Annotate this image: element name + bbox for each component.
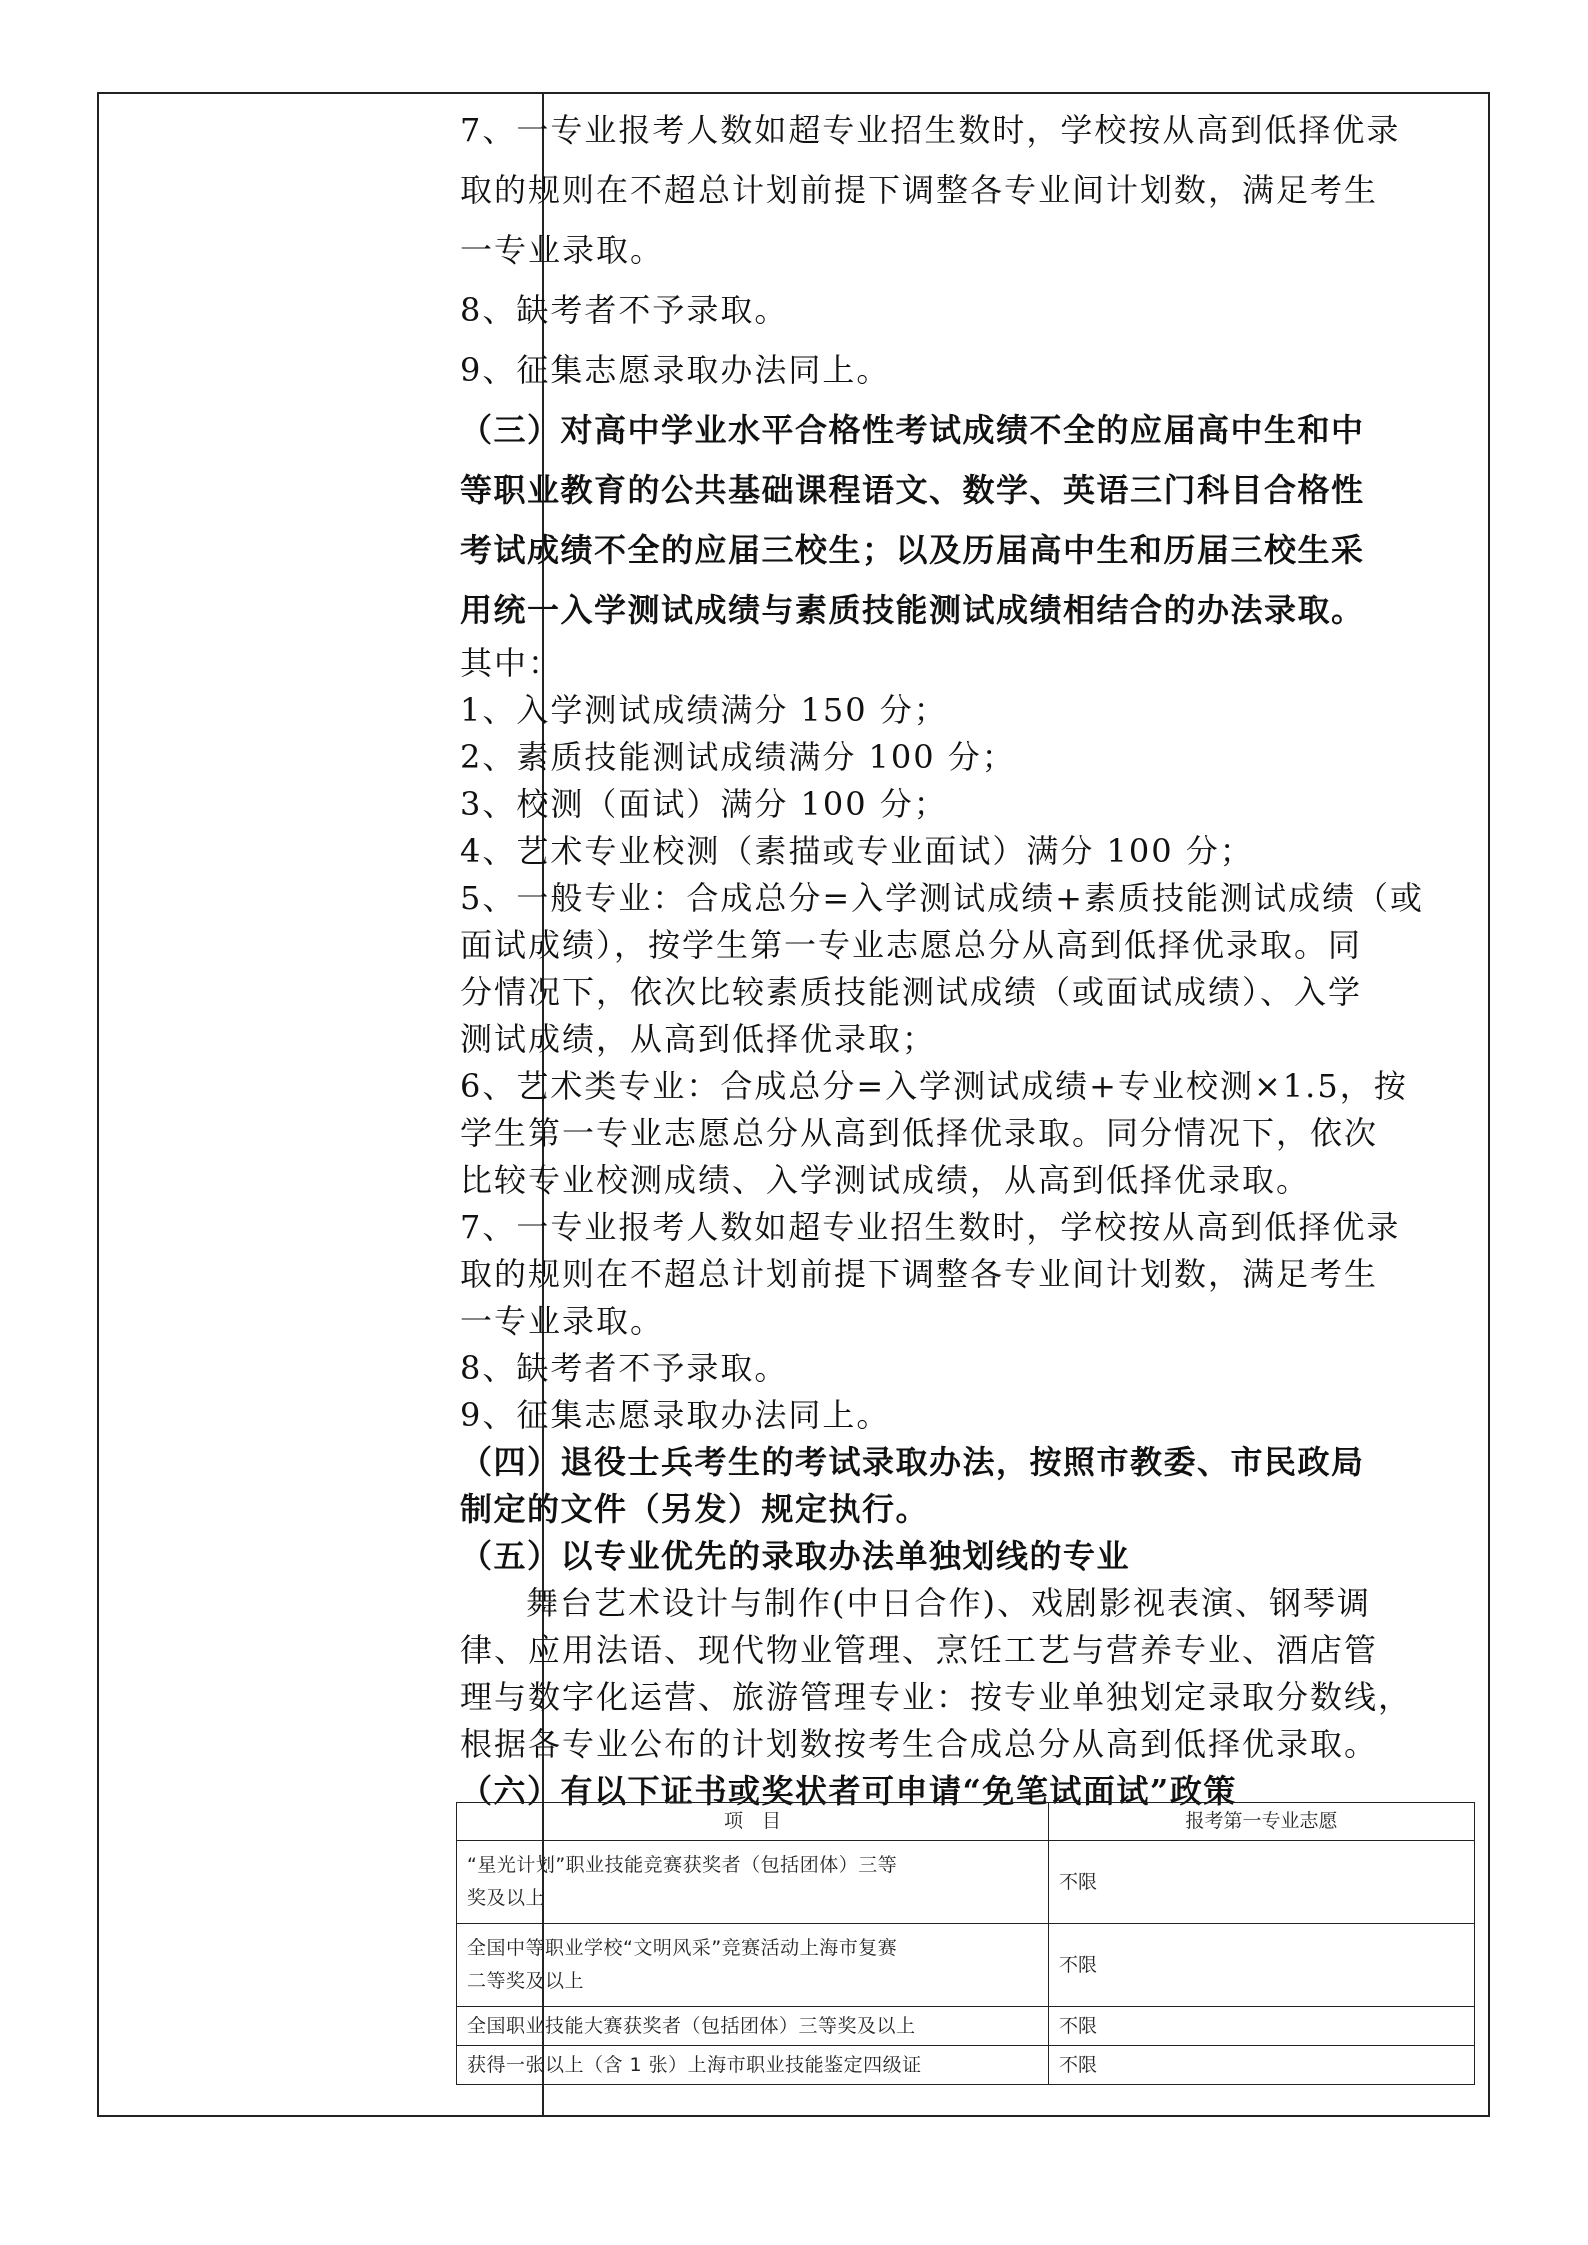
section-3-heading-line-3: 考试成绩不全的应届三校生；以及历届高中生和历届三校生采: [460, 531, 1365, 569]
section-3-heading-line-4: 用统一入学测试成绩与素质技能测试成绩相结合的办法录取。: [460, 591, 1365, 629]
rule-7-line-3: 一专业录取。: [460, 231, 665, 269]
table-row: [457, 1924, 1475, 2007]
section-3-item-7-line-1: 7、一专业报考人数如超专业招生数时，学校按从高到低择优录: [460, 1208, 1401, 1246]
row-item: 获得一张以上（含 1 张）上海市职业技能鉴定四级证: [457, 2046, 1049, 2085]
section-3-item-6-line-3: 比较专业校测成绩、入学测试成绩，从高到低择优录取。: [460, 1161, 1311, 1199]
row-value: 不限: [1049, 1924, 1475, 2007]
section-3-item-4: 4、艺术专业校测（素描或专业面试）满分 100 分；: [460, 832, 1254, 870]
section-3-item-2: 2、素质技能测试成绩满分 100 分；: [460, 738, 1016, 776]
row-item: 全国职业技能大赛获奖者（包括团体）三等奖及以上: [457, 2007, 1049, 2046]
rule-8: 8、缺考者不予录取。: [460, 291, 789, 329]
section-5-body-line-1: 舞台艺术设计与制作(中日合作)、戏剧影视表演、钢琴调: [526, 1584, 1371, 1622]
header-first-choice: 报考第一专业志愿: [1049, 1803, 1475, 1841]
section-3-item-6-line-2: 学生第一专业志愿总分从高到低择优录取。同分情况下，依次: [460, 1114, 1379, 1152]
rule-7-line-1: 7、一专业报考人数如超专业招生数时，学校按从高到低择优录: [460, 111, 1401, 149]
section-5-body-line-3: 理与数字化运营、旅游管理专业：按专业单独划定录取分数线，: [460, 1678, 1413, 1716]
row-value: 不限: [1049, 2046, 1475, 2085]
table-row: [457, 1841, 1475, 1924]
table-row: [457, 2046, 1475, 2085]
exemption-policy-table: [456, 1802, 1475, 2085]
section-6-heading: （六）有以下证书或奖状者可申请“免笔试面试”政策: [460, 1772, 1237, 1810]
section-4-heading-line-1: （四）退役士兵考生的考试录取办法，按照市教委、市民政局: [460, 1443, 1365, 1481]
row-value: 不限: [1049, 2007, 1475, 2046]
section-3-item-6-line-1: 6、艺术类专业：合成总分=入学测试成绩+专业校测×1.5，按: [460, 1067, 1408, 1105]
table-row: [457, 2007, 1475, 2046]
section-5-heading: （五）以专业优先的录取办法单独划线的专业: [460, 1537, 1131, 1575]
row-item: “星光计划”职业技能竞赛获奖者（包括团体）三等 奖及以上: [457, 1841, 1049, 1924]
section-3-heading-line-1: （三）对高中学业水平合格性考试成绩不全的应届高中生和中: [460, 411, 1365, 449]
section-3-heading-line-2: 等职业教育的公共基础课程语文、数学、英语三门科目合格性: [460, 471, 1365, 509]
section-3-item-9: 9、征集志愿录取办法同上。: [460, 1396, 891, 1434]
table-header-row: [457, 1803, 1475, 1841]
section-3-item-7-line-2: 取的规则在不超总计划前提下调整各专业间计划数，满足考生: [460, 1255, 1379, 1293]
section-3-item-5-line-3: 分情况下，依次比较素质技能测试成绩（或面试成绩）、入学: [460, 973, 1363, 1011]
rule-7-line-2: 取的规则在不超总计划前提下调整各专业间计划数，满足考生: [460, 171, 1379, 209]
section-3-item-7-line-3: 一专业录取。: [460, 1302, 665, 1340]
row-item: 全国中等职业学校“文明风采”竞赛活动上海市复赛 二等奖及以上: [457, 1924, 1049, 2007]
section-3-item-3: 3、校测（面试）满分 100 分；: [460, 785, 948, 823]
section-3-item-8: 8、缺考者不予录取。: [460, 1349, 789, 1387]
row-value: 不限: [1049, 1841, 1475, 1924]
section-5-body-line-4: 根据各专业公布的计划数按考生合成总分从高到低择优录取。: [460, 1725, 1379, 1763]
section-3-item-5-line-4: 测试成绩，从高到低择优录取；: [460, 1020, 937, 1058]
header-item: 项 目: [457, 1803, 1049, 1841]
section-4-heading-line-2: 制定的文件（另发）规定执行。: [460, 1490, 930, 1528]
section-3-item-5-line-2: 面试成绩），按学生第一专业志愿总分从高到低择优录取。同: [460, 926, 1363, 964]
right-column-content: [460, 100, 1475, 1815]
section-3-item-5-line-1: 5、一般专业：合成总分=入学测试成绩+素质技能测试成绩（或: [460, 879, 1424, 917]
section-3-intro: 其中：: [460, 644, 563, 682]
section-5-body-line-2: 律、应用法语、现代物业管理、烹饪工艺与营养专业、酒店管: [460, 1631, 1379, 1669]
rule-9: 9、征集志愿录取办法同上。: [460, 351, 891, 389]
section-3-item-1: 1、入学测试成绩满分 150 分；: [460, 691, 948, 729]
